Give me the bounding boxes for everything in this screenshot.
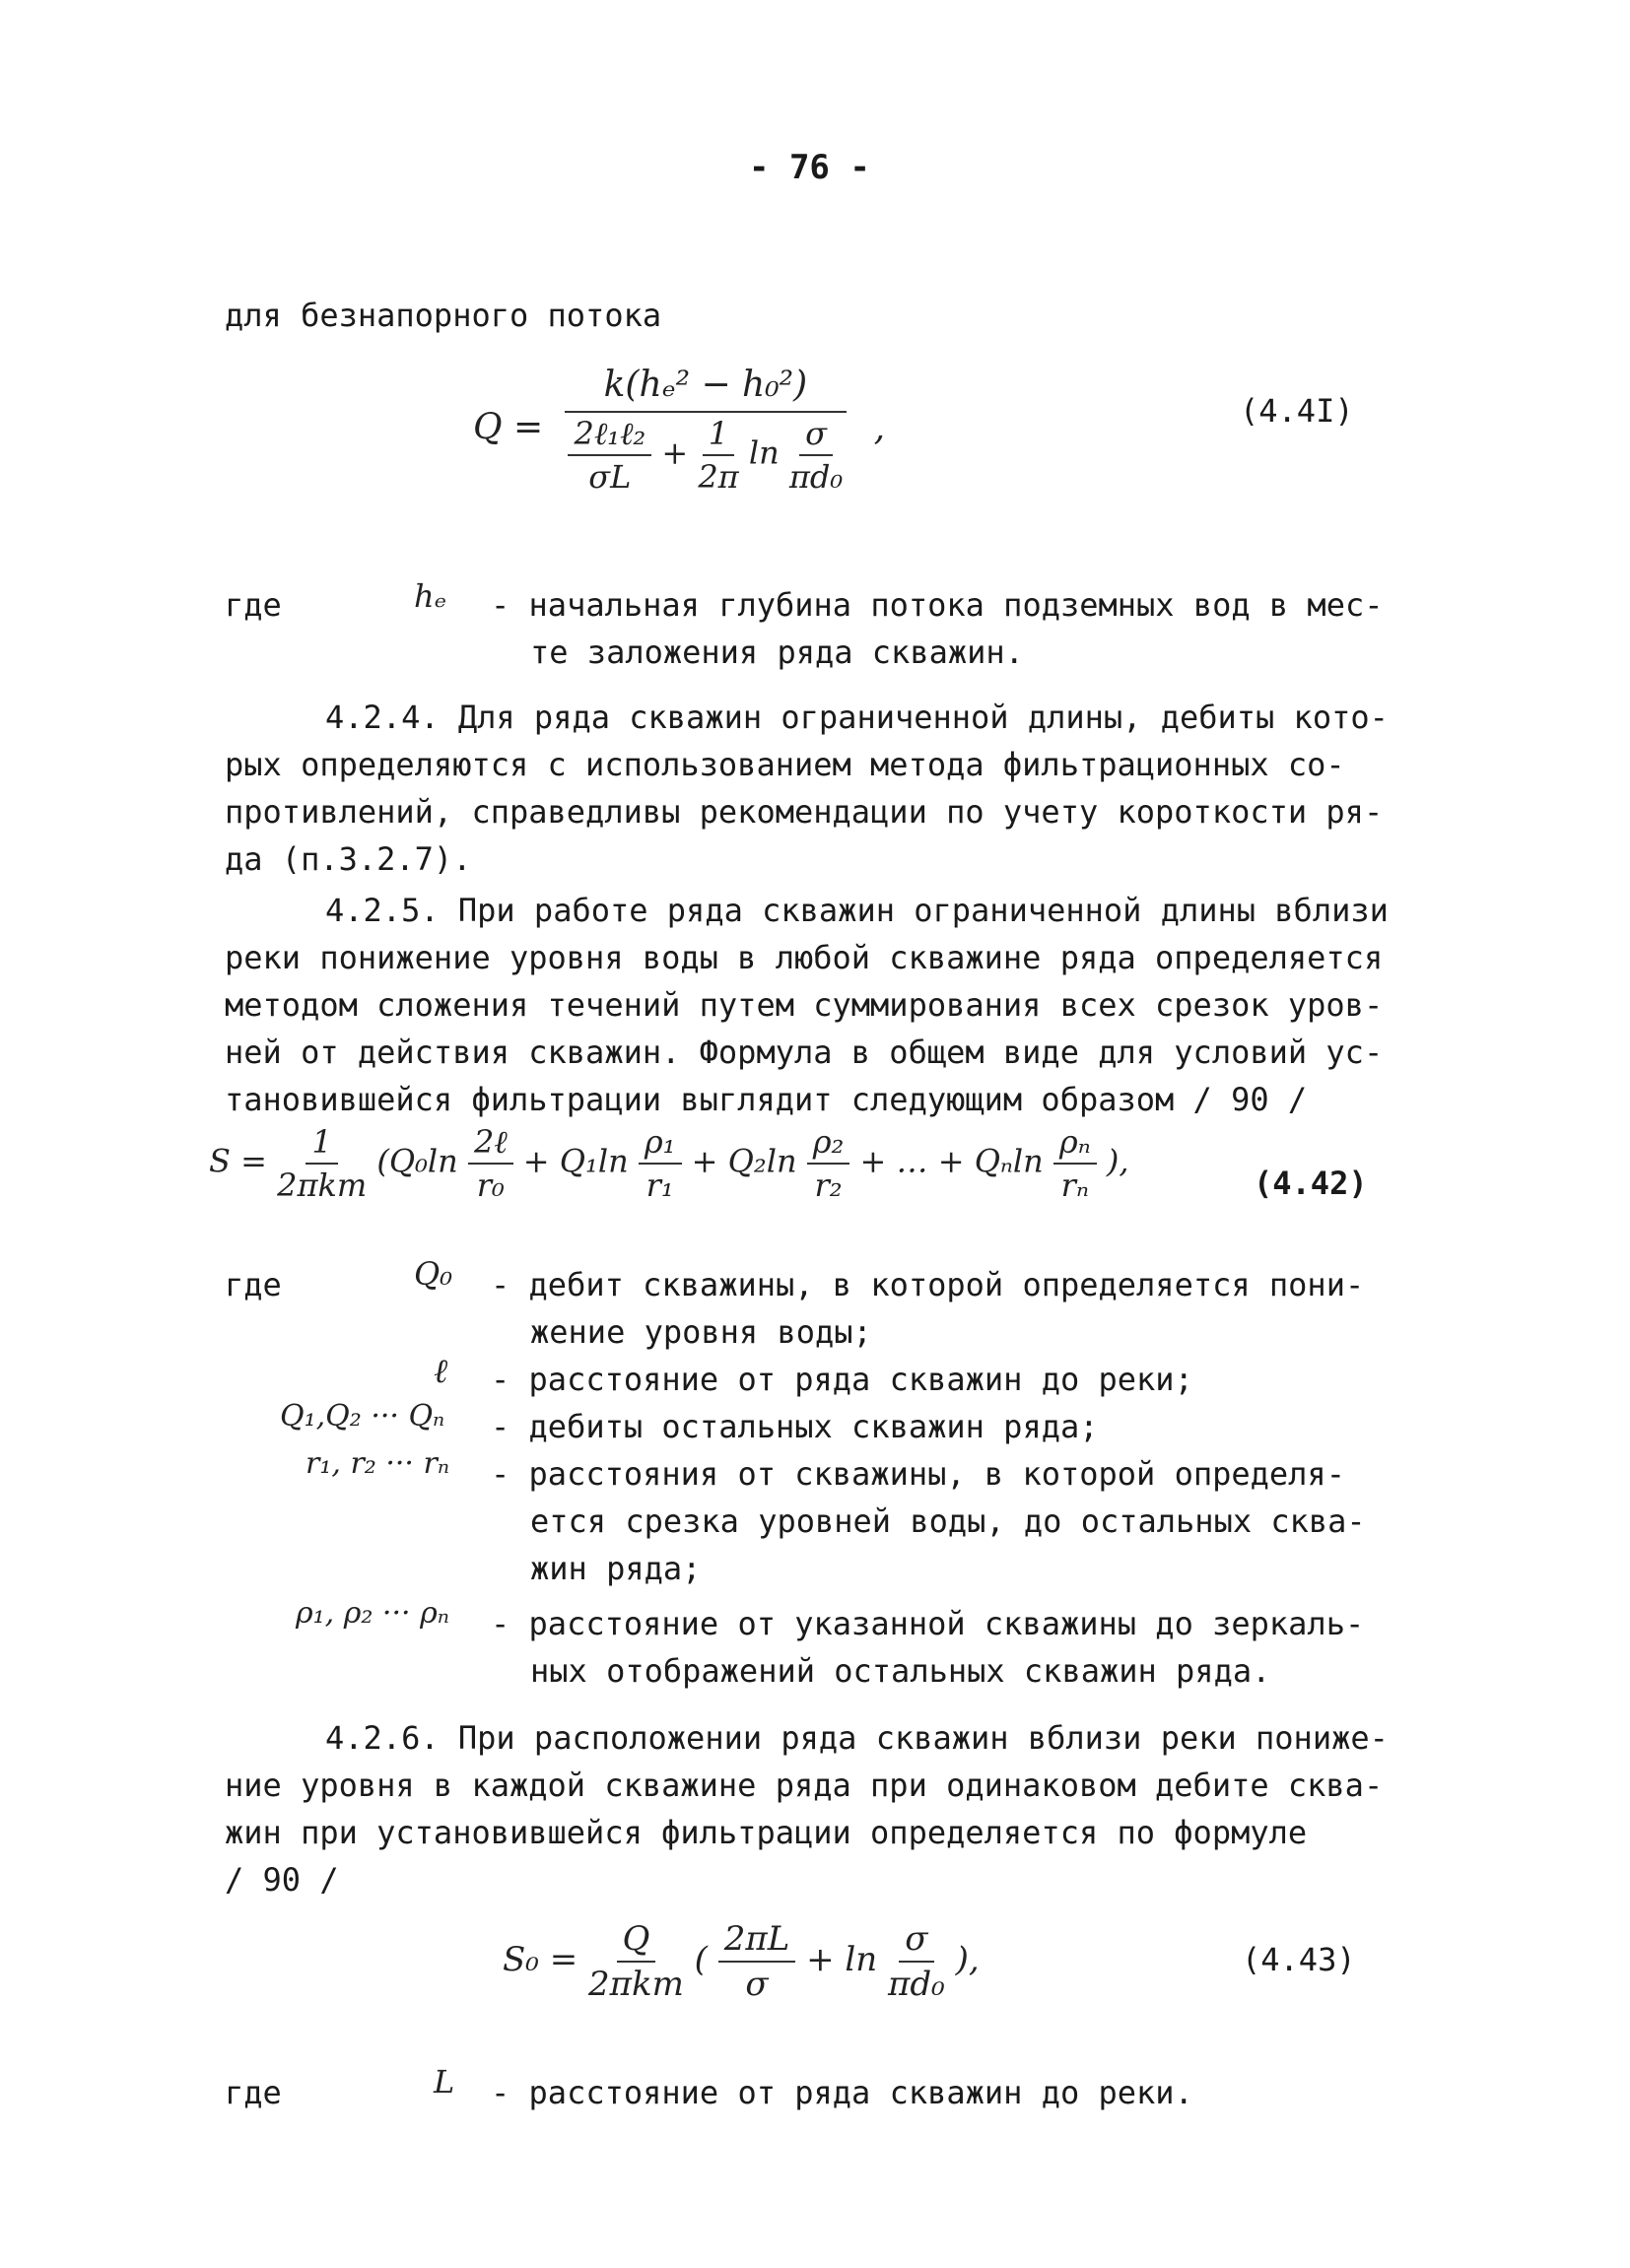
term-fraction-2 (888, 1919, 945, 2004)
paragraph-line: методом сложения течений путем суммирования всех срезок уров- (225, 986, 1384, 1024)
formula-lhs: Q = (473, 407, 544, 448)
denominator-fraction-3 (789, 415, 843, 496)
formula-4-42 (209, 1123, 1129, 1204)
formula-lhs: S = (209, 1142, 267, 1180)
equation-label-4-43: (4.43) (1242, 1941, 1356, 1978)
fraction-numerator: 2ℓ (468, 1123, 513, 1165)
fraction-numerator: 2πL (718, 1919, 796, 1963)
coefficient-fraction (277, 1123, 367, 1204)
formula-close: ), (955, 1940, 980, 1979)
definition-line: те заложения ряда скважин. (530, 634, 1024, 671)
definition-line: ется срезка уровней воды, до остальных сква- (530, 1502, 1366, 1540)
definition-line: жение уровня воды; (530, 1313, 872, 1351)
denominator-fraction-1 (568, 415, 651, 496)
definition-line: - дебит скважины, в которой определяется пони- (491, 1266, 1365, 1303)
paragraph-line: да (п.3.2.7). (225, 840, 472, 878)
fraction-denominator: r₁ (645, 1167, 674, 1204)
formula-comma: , (873, 407, 886, 448)
fraction-denominator: 2π (698, 458, 739, 496)
coefficient-fraction (588, 1919, 684, 2004)
definition-line: - расстояние от указанной скважины до зеркаль- (491, 1605, 1365, 1642)
paragraph-line: тановившейся фильтрации выглядит следующим образом / 90 / (225, 1081, 1308, 1118)
symbol-r-list: r₁, r₂ ··· rₙ (306, 1446, 449, 1481)
fraction-denominator: πd₀ (788, 458, 844, 496)
fraction-denominator: πd₀ (888, 1965, 945, 2004)
paragraph-line: / 90 / (225, 1861, 339, 1899)
fraction-denominator: r₂ (814, 1167, 843, 1204)
fraction-numerator: 1 (703, 415, 734, 456)
fraction-numerator: ρ₂ (807, 1123, 850, 1165)
symbol-l: ℓ (434, 1352, 448, 1391)
paragraph-line: ние уровня в каждой скважине ряда при одинаковом дебите сква- (225, 1767, 1384, 1804)
formula-numerator: k(hₑ² − h₀²) (565, 365, 848, 413)
intro-line: для безнапорного потока (225, 297, 662, 334)
formula-denominator (568, 413, 843, 496)
fraction-numerator: σ (899, 1919, 933, 1963)
formula-4-41 (473, 365, 885, 496)
paragraph-line: ней от действия скважин. Формула в общем виде для условий ус- (225, 1034, 1384, 1071)
term-fraction-3 (807, 1123, 850, 1204)
definition-line: жин ряда; (530, 1550, 702, 1587)
fraction-denominator: rₙ (1060, 1167, 1089, 1204)
term-fraction-4 (1053, 1123, 1097, 1204)
page-number: - 76 - (749, 148, 870, 187)
paragraph-line: реки понижение уровня воды в любой скважине ряда определяется (225, 939, 1384, 976)
formula-open: ( (694, 1940, 708, 1979)
formula-lhs: S₀ = (503, 1940, 578, 1979)
where-word: где (225, 1266, 282, 1303)
definition-line: - расстояния от скважины, в которой определя- (491, 1455, 1345, 1493)
definition-line: ных отображений остальных скважин ряда. (530, 1652, 1271, 1690)
fraction-denominator: σ (745, 1965, 769, 2004)
fraction-numerator: σ (799, 415, 833, 456)
term-q0: (Q₀ln (376, 1142, 458, 1180)
term-q1: + Q₁ln (522, 1142, 629, 1180)
equation-label-4-42: (4.42) (1254, 1165, 1368, 1202)
term-qn: + … + Qₙln (859, 1142, 1044, 1180)
definition-line: - расстояние от ряда скважин до реки; (491, 1361, 1193, 1398)
paragraph-line: 4.2.4. Для ряда скважин ограниченной длины, дебиты кото- (325, 699, 1389, 736)
formula-main-fraction (565, 365, 848, 496)
term-fraction-1 (468, 1123, 513, 1204)
paragraph-line: 4.2.6. При расположении ряда скважин вблизи реки пониже- (325, 1719, 1389, 1757)
fraction-numerator: Q (617, 1919, 656, 1963)
plus-sign: + (661, 434, 689, 472)
formula-close: ), (1106, 1142, 1129, 1180)
fraction-denominator: r₀ (476, 1167, 505, 1204)
where-word: где (225, 586, 282, 624)
ln-operator: ln (748, 434, 780, 472)
definition-line: - начальная глубина потока подземных вод в мес- (491, 586, 1384, 624)
formula-4-43 (503, 1919, 980, 2004)
paragraph-line: жин при установившейся фильтрации определяется по формуле (225, 1814, 1308, 1851)
symbol-he: hₑ (414, 577, 446, 615)
fraction-denominator: 2πkm (277, 1167, 368, 1204)
definition-line: - расстояние от ряда скважин до реки. (491, 2074, 1193, 2111)
paragraph-line: 4.2.5. При работе ряда скважин ограниченной длины вблизи (325, 892, 1389, 929)
term-fraction-2 (639, 1123, 682, 1204)
fraction-denominator: 2πkm (588, 1965, 684, 2004)
fraction-numerator: ρ₁ (639, 1123, 682, 1165)
term-ln: + ln (806, 1940, 878, 1979)
paragraph-line: рых определяются с использованием метода фильтрационных со- (225, 746, 1345, 783)
symbol-rho-list: ρ₁, ρ₂ ··· ρₙ (296, 1596, 449, 1631)
term-fraction-1 (718, 1919, 796, 2004)
paragraph-line: противлений, справедливы рекомендации по учету короткости ря- (225, 793, 1384, 831)
symbol-L: L (434, 2063, 455, 2101)
fraction-denominator: σL (588, 458, 632, 496)
symbol-q0: Q₀ (414, 1255, 453, 1293)
term-q2: + Q₂ln (691, 1142, 797, 1180)
fraction-numerator: ρₙ (1053, 1123, 1097, 1165)
equation-label-4-41: (4.4I) (1240, 392, 1354, 430)
fraction-numerator: 1 (306, 1123, 337, 1165)
symbol-q-list: Q₁,Q₂ ··· Qₙ (280, 1399, 445, 1434)
denominator-fraction-2 (698, 415, 738, 496)
where-word: где (225, 2074, 282, 2111)
fraction-numerator: 2ℓ₁ℓ₂ (568, 415, 651, 456)
definition-line: - дебиты остальных скважин ряда; (491, 1408, 1099, 1445)
